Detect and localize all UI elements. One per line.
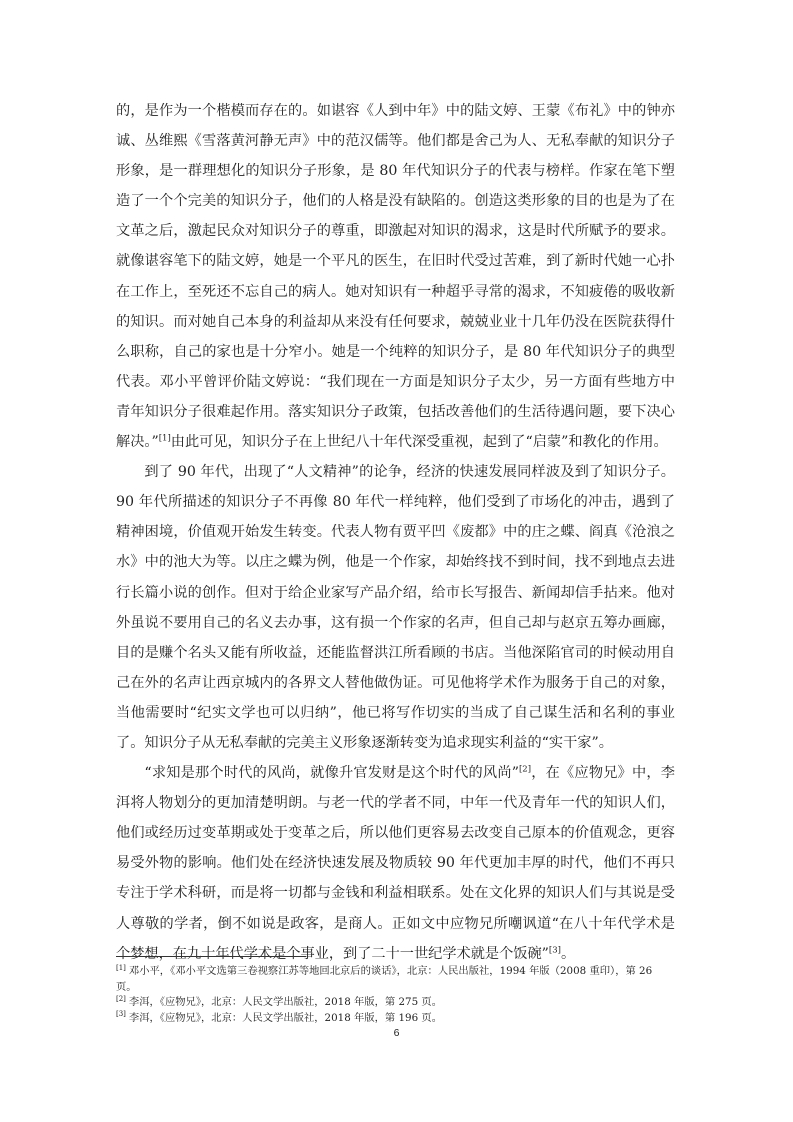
body-text — [116, 96, 675, 969]
footnote-marker: [1] — [116, 963, 126, 972]
footnote — [116, 1011, 676, 1027]
footnote-text: 李洱，《应物兄》，北京：人民文学出版社，2018 年版，第 196 页。 — [128, 1011, 443, 1024]
footnote-separator — [116, 956, 306, 957]
footnotes — [116, 964, 676, 1026]
paragraph-text: 到了 90 年代，出现了“人文精神”的论争，经济的快速发展同样波及到了知识分子。90 年代所描述的知识分子不再像 80 年代一样纯粹，他们受到了市场化的冲击，遇到了精神困境，价值观开始发生转变。代表人物有贾平凹《废都》中的庄之蝶、阎真《沧浪之水》中的池大为等。以庄之蝶为例，他是一个作家，却始终找不到时间，找不到地点去进行长篇小说的创作。但对于给企业家写产品介绍，给市长写报告、新闻却信手拈来。他对外虽说不要用自己的名义去办事，这有损一个作家的名声，但自己却与赵京五筹办画廊，目的是赚个名头又能有所收益，还能监督洪江所看顾的书店。当他深陷官司的时候动用自己在外的名声让西京城内的各界文人替他做伪证。可见他将学术作为服务于自己的对象，当他需要时“纪实文学也可以归纳”，他已将写作切实的当成了自己谋生活和名利的事业了。知识分子从无私奉献的完美主义形象逐渐转变为追求现实利益的“实干家”。 — [116, 464, 675, 751]
body-paragraph — [116, 758, 675, 969]
footnote-text: 邓小平，《邓小平文选第三卷视察江苏等地回北京后的谈话》，北京：人民出版社，1994 年版（2008 重印），第 26 页。 — [116, 965, 653, 993]
footnote — [116, 964, 676, 995]
footnote-marker: [2] — [116, 994, 126, 1003]
page-number: 6 — [393, 1027, 400, 1039]
paragraph-text: 的，是作为一个楷模而存在的。如谌容《人到中年》中的陆文婷、王蒙《布礼》中的钟亦诚、丛维熙《雪落黄河静无声》中的范汉儒等。他们都是舍己为人、无私奉献的知识分子形象，是一群理想化的知识分子形象，是 80 年代知识分子的代表与榜样。作家在笔下塑造了一个个完美的知识分子，他们的人格是没有缺陷的。创造这类形象的目的也是为了在文革之后，激起民众对知识分子的尊重，即激起对知识的渴求，这是时代所赋予的要求。就像谌容笔下的陆文婷，她是一个平凡的医生，在旧时代受过苦难，到了新时代她一心扑在工作上，至死还不忘自己的病人。她对知识有一种超乎寻常的渴求，不知疲倦的吸收新的知识。而对她自己本身的利益却从来没有任何要求，兢兢业业十几年仍没在医院获得什么职称，自己的家也是十分窄小。她是一个纯粹的知识分子，是 80 年代知识分子的典型代表。邓小平曾评价陆文婷说：“我们现在一方面是知识分子太少，另一方面有些地方中青年知识分子很难起作用。落实知识分子政策，包括改善他们的生活待遇问题，要下决心解决。” — [116, 103, 675, 451]
footnote — [116, 995, 676, 1011]
body-paragraph — [116, 96, 675, 457]
footnote-ref[interactable]: [3] — [548, 944, 561, 955]
paragraph-text: 。 — [560, 945, 576, 962]
footnote-text: 李洱，《应物兄》，北京：人民文学出版社，2018 年版，第 275 页。 — [128, 996, 443, 1008]
body-paragraph — [116, 457, 675, 758]
paragraph-text: ，在《应物兄》中，李洱将人物划分的更加清楚明朗。与老一代的学者不同，中年一代及青年一代的知识人们，他们或经历过变革期或处于变革之后，所以他们更容易去改变自己原本的价值观念，更容易受外物的影响。他们处在经济快速发展及物质较 90 年代更加丰厚的时代，他们不再只专注于学术科研，而是将一切都与金钱和利益相联系。处在文化界的知识人们与其说是受人尊敬的学者，倒不如说是政客，是商人。正如文中应物兄所嘲讽道“在八十年代学术是个梦想，在九十年代学术是个事业，到了二十一世纪学术就是个饭碗” — [116, 765, 675, 962]
footnote-ref[interactable]: [1] — [158, 433, 171, 444]
paragraph-text: “求知是那个时代的风尚，就像升官发财是这个时代的风尚” — [144, 765, 519, 782]
footnote-marker: [3] — [116, 1010, 126, 1019]
footnote-ref[interactable]: [2] — [518, 764, 532, 775]
paragraph-text: 由此可见，知识分子在上世纪八十年代深受重视，起到了“启蒙”和教化的作用。 — [170, 434, 668, 451]
